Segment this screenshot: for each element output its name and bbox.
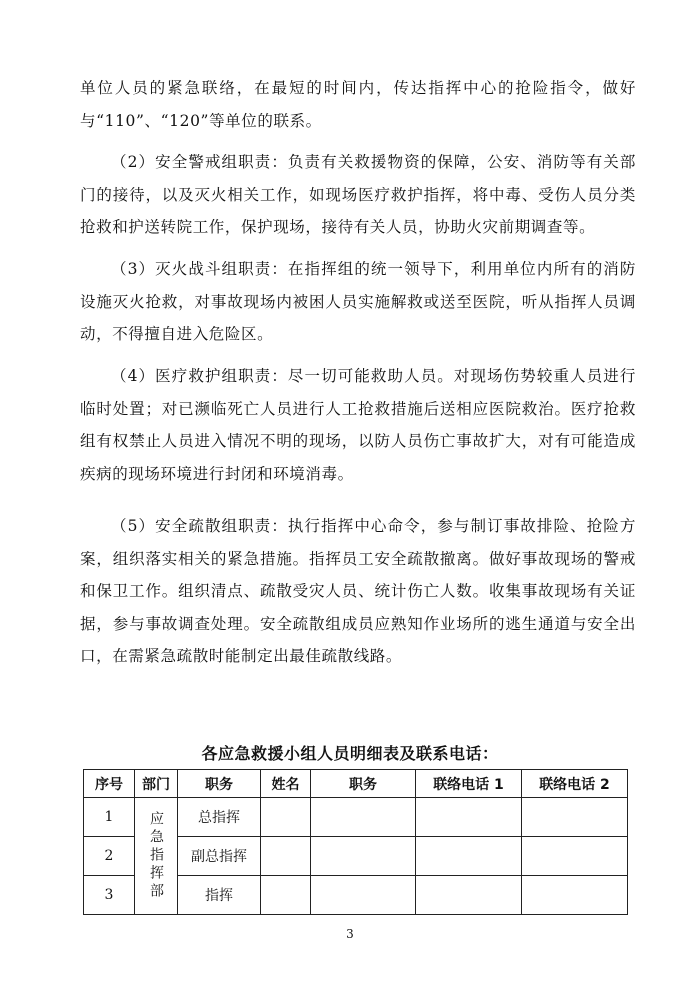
row-name bbox=[261, 876, 311, 915]
row-position bbox=[311, 798, 416, 837]
table-row bbox=[84, 798, 628, 837]
header-phone-2: 联络电话 2 bbox=[522, 770, 628, 798]
paragraph-firefighting: （3）灭火战斗组职责：在指挥组的统一领导下，利用单位内所有的消防设施灭火抢救，对事故现场内被困人员实施解救或送至医院，听从指挥人员调动，不得擅自进入危险区。 bbox=[80, 260, 636, 343]
header-position: 职务 bbox=[311, 770, 416, 798]
header-role: 职务 bbox=[178, 770, 261, 798]
header-serial: 序号 bbox=[84, 770, 135, 798]
row-role: 总指挥 bbox=[178, 798, 261, 837]
row-name bbox=[261, 837, 311, 876]
row-serial: 3 bbox=[84, 876, 135, 915]
row-name bbox=[261, 798, 311, 837]
row-role: 指挥 bbox=[178, 876, 261, 915]
row-role: 副总指挥 bbox=[178, 837, 261, 876]
header-phone-1: 联络电话 1 bbox=[416, 770, 522, 798]
row-phone-2 bbox=[522, 798, 628, 837]
row-serial: 2 bbox=[84, 837, 135, 876]
row-position bbox=[311, 837, 416, 876]
paragraph-1: 单位人员的紧急联络，在最短的时间内，传达指挥中心的抢险指令，做好与“110”、“120”等单位的联系。 bbox=[80, 79, 636, 130]
row-phone-2 bbox=[522, 837, 628, 876]
paragraph-medical-rescue: （4）医疗救护组职责：尽一切可能救助人员。对现场伤势较重人员进行临时处置；对已濒临死亡人员进行人工抢救措施后送相应医院救治。医疗抢救组有权禁止人员进入情况不明的现场，以防人员伤亡事故扩大，对有可能造成疾病的现场环境进行封闭和环境消毒。 bbox=[80, 367, 636, 483]
table-title: 各应急救援小组人员明细表及联系电话： bbox=[201, 744, 499, 763]
header-name: 姓名 bbox=[261, 770, 311, 798]
row-phone-1 bbox=[416, 876, 522, 915]
page-number: 3 bbox=[346, 927, 354, 941]
row-position bbox=[311, 876, 416, 915]
row-phone-1 bbox=[416, 798, 522, 837]
contact-table bbox=[83, 769, 628, 915]
row-serial: 1 bbox=[84, 798, 135, 837]
row-phone-1 bbox=[416, 837, 522, 876]
department-cell bbox=[135, 798, 178, 915]
table-header-row bbox=[84, 770, 628, 798]
header-department: 部门 bbox=[135, 770, 178, 798]
paragraph-evacuation: （5）安全疏散组职责：执行指挥中心命令，参与制订事故排险、抢险方案，组织落实相关的紧急措施。指挥员工安全疏散撤离。做好事故现场的警戒和保卫工作。组织清点、疏散受灾人员、统计伤亡人数。收集事故现场有关证据，参与事故调查处理。安全疏散组成员应熟知作业场所的逃生通道与安全出口，在需紧急疏散时能制定出最佳疏散线路。 bbox=[80, 517, 636, 665]
row-phone-2 bbox=[522, 876, 628, 915]
paragraph-safety-guard: （2）安全警戒组职责：负责有关救援物资的保障，公安、消防等有关部门的接待，以及灭火相关工作，如现场医疗救护指挥，将中毒、受伤人员分类抢救和护送转院工作，保护现场，接待有关人员，协助火灾前期调查等。 bbox=[80, 153, 636, 236]
department-label: 应急指挥部 bbox=[148, 811, 164, 901]
